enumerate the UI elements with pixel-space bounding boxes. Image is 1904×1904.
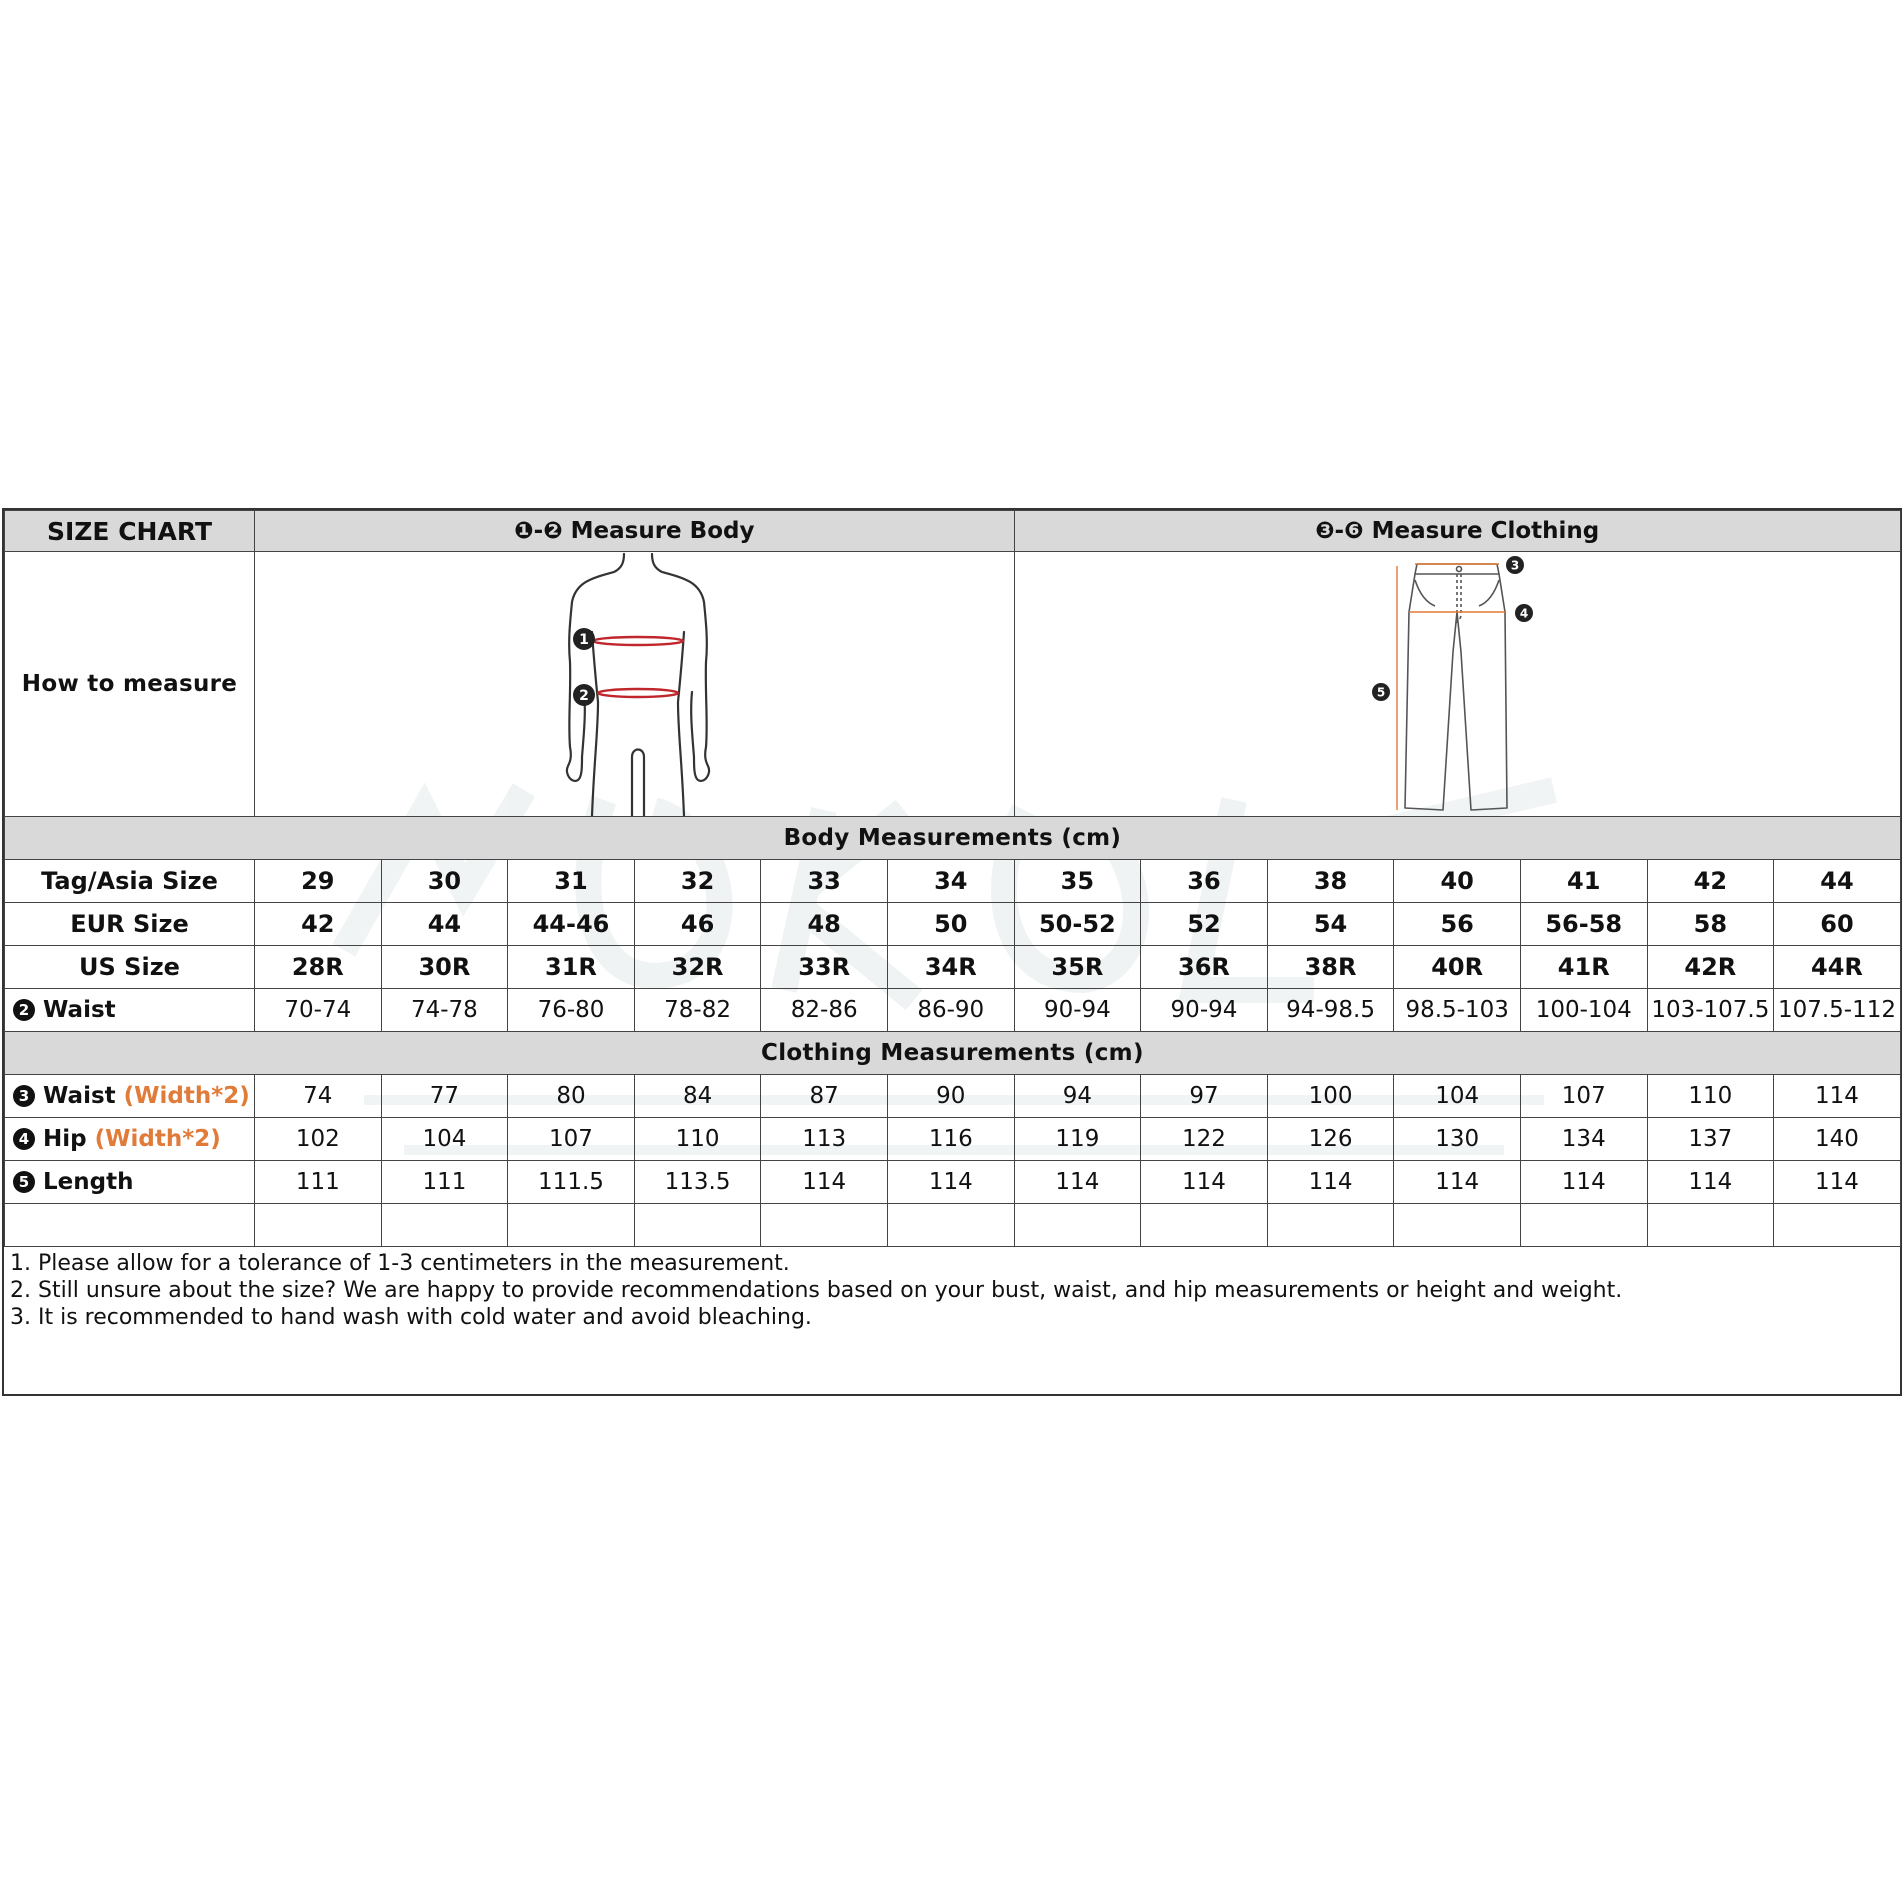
clothing-measurements-title: Clothing Measurements (cm) (5, 1032, 1901, 1075)
size-cell: 46 (634, 903, 761, 946)
empty-cell (1647, 1204, 1774, 1247)
pants-figure-illustration (1347, 552, 1567, 816)
measurement-cell: 82-86 (761, 989, 888, 1032)
measurement-label (5, 1075, 255, 1118)
empty-cell (1014, 1204, 1141, 1247)
empty-row-group (5, 1204, 1901, 1247)
size-cell: 41R (1520, 946, 1647, 989)
measurement-cell: 74 (255, 1075, 382, 1118)
size-row (5, 946, 1901, 989)
size-cell: 30R (381, 946, 508, 989)
size-cell: 36 (1141, 860, 1268, 903)
empty-cell (634, 1204, 761, 1247)
measurement-cell: 113 (761, 1118, 888, 1161)
measurement-cell: 78-82 (634, 989, 761, 1032)
measurement-cell: 114 (761, 1161, 888, 1204)
measurement-cell: 80 (508, 1075, 635, 1118)
measurement-cell: 87 (761, 1075, 888, 1118)
measurement-cell: 114 (1267, 1161, 1394, 1204)
measurement-name: Hip (43, 1126, 87, 1152)
body-measurements-title: Body Measurements (cm) (5, 817, 1901, 860)
measurement-cell: 104 (381, 1118, 508, 1161)
measurement-name: Waist (43, 1083, 116, 1109)
size-cell: 35 (1014, 860, 1141, 903)
size-cell: 50 (887, 903, 1014, 946)
size-cell: 31 (508, 860, 635, 903)
measurement-cell: 111 (381, 1161, 508, 1204)
size-cell: 30 (381, 860, 508, 903)
measurement-cell: 107 (508, 1118, 635, 1161)
size-cell: 33 (761, 860, 888, 903)
measurement-cell: 113.5 (634, 1161, 761, 1204)
how-to-measure-row (5, 552, 1901, 817)
size-rows (5, 860, 1901, 989)
measurement-cell: 100 (1267, 1075, 1394, 1118)
measurement-cell: 98.5-103 (1394, 989, 1521, 1032)
measurement-cell: 111.5 (508, 1161, 635, 1204)
size-row (5, 903, 1901, 946)
pants-marker-4 (1515, 604, 1533, 622)
measurement-cell: 114 (1141, 1161, 1268, 1204)
body-figure-illustration (474, 552, 794, 816)
pants-marker-3 (1506, 556, 1524, 574)
size-cell: 31R (508, 946, 635, 989)
size-cell: 32 (634, 860, 761, 903)
measurement-cell: 74-78 (381, 989, 508, 1032)
body-measurements-row (5, 817, 1901, 860)
size-cell: 40R (1394, 946, 1521, 989)
measurement-label (5, 1161, 255, 1204)
size-cell: 38R (1267, 946, 1394, 989)
measurement-cell: 86-90 (887, 989, 1014, 1032)
row-label: Tag/Asia Size (5, 860, 255, 903)
measure-clothing-header (1014, 511, 1900, 552)
measurement-cell: 90 (887, 1075, 1014, 1118)
size-cell: 50-52 (1014, 903, 1141, 946)
measurement-cell: 111 (255, 1161, 382, 1204)
empty-row (5, 1204, 1901, 1247)
measurement-cell: 114 (1394, 1161, 1521, 1204)
row-label: US Size (5, 946, 255, 989)
measurement-cell: 84 (634, 1075, 761, 1118)
size-cell: 32R (634, 946, 761, 989)
measurement-row (5, 1161, 1901, 1204)
measurement-cell: 77 (381, 1075, 508, 1118)
size-row (5, 860, 1901, 903)
pants-figure-cell (1014, 552, 1900, 817)
body-measurement-rows (5, 989, 1901, 1032)
size-cell: 41 (1520, 860, 1647, 903)
size-cell: 42R (1647, 946, 1774, 989)
size-cell: 54 (1267, 903, 1394, 946)
number-badge: 2 (13, 999, 35, 1021)
note-line: 3. It is recommended to hand wash with cold water and avoid bleaching. (10, 1305, 812, 1330)
row-label: EUR Size (5, 903, 255, 946)
body-marker-1 (573, 628, 595, 650)
measurement-cell: 119 (1014, 1118, 1141, 1161)
size-cell: 28R (255, 946, 382, 989)
size-cell: 34R (887, 946, 1014, 989)
measure-body-title: Measure Body (570, 518, 755, 544)
size-chart-title: SIZE CHART (5, 511, 255, 552)
body-figure-cell (255, 552, 1015, 817)
clothing-marks: ❸-❻ (1315, 518, 1364, 544)
size-cell: 44-46 (508, 903, 635, 946)
empty-cell (887, 1204, 1014, 1247)
size-cell: 60 (1774, 903, 1901, 946)
size-cell: 56 (1394, 903, 1521, 946)
body-marker-2 (573, 684, 595, 706)
size-cell: 38 (1267, 860, 1394, 903)
size-cell: 44 (1774, 860, 1901, 903)
number-badge: 5 (13, 1171, 35, 1193)
clothing-measurement-rows (5, 1075, 1901, 1204)
empty-cell (1774, 1204, 1901, 1247)
measurement-cell: 114 (1774, 1075, 1901, 1118)
how-to-measure-label: How to measure (5, 552, 255, 817)
measurement-cell: 140 (1774, 1118, 1901, 1161)
width-note: (Width*2) (123, 1083, 250, 1109)
empty-cell (1394, 1204, 1521, 1247)
measurement-cell: 103-107.5 (1647, 989, 1774, 1032)
note-line: 2. Still unsure about the size? We are happy to provide recommendations based on your bust, waist, and hip measurements or height and weight. (10, 1278, 1623, 1303)
measurement-cell: 114 (1014, 1161, 1141, 1204)
measurement-cell: 97 (1141, 1075, 1268, 1118)
measurement-row (5, 1118, 1901, 1161)
empty-cell (255, 1204, 382, 1247)
pants-marker-5 (1372, 683, 1390, 701)
size-cell: 34 (887, 860, 1014, 903)
measurement-cell: 110 (1647, 1075, 1774, 1118)
size-cell: 56-58 (1520, 903, 1647, 946)
measurement-cell: 90-94 (1141, 989, 1268, 1032)
svg-text:1: 1 (579, 632, 590, 648)
header-row (5, 511, 1901, 552)
measurement-cell: 116 (887, 1118, 1014, 1161)
size-cell: 29 (255, 860, 382, 903)
measurement-name: Waist (43, 997, 116, 1023)
size-cell: 44R (1774, 946, 1901, 989)
empty-cell (381, 1204, 508, 1247)
measurement-label (5, 989, 255, 1032)
notes (4, 1250, 1900, 1331)
measurement-cell: 107.5-112 (1774, 989, 1901, 1032)
measurement-cell: 114 (1520, 1161, 1647, 1204)
size-cell: 42 (255, 903, 382, 946)
measurement-cell: 114 (1774, 1161, 1901, 1204)
size-cell: 40 (1394, 860, 1521, 903)
measure-body-header (255, 511, 1015, 552)
measurement-cell: 137 (1647, 1118, 1774, 1161)
size-cell: 52 (1141, 903, 1268, 946)
svg-text:4: 4 (1520, 606, 1529, 621)
size-cell: 33R (761, 946, 888, 989)
measurement-cell: 90-94 (1014, 989, 1141, 1032)
svg-text:2: 2 (579, 688, 590, 704)
empty-cell (5, 1204, 255, 1247)
clothing-measurements-row (5, 1032, 1901, 1075)
measurement-cell: 134 (1520, 1118, 1647, 1161)
svg-text:5: 5 (1377, 685, 1386, 700)
note-line: 1. Please allow for a tolerance of 1-3 centimeters in the measurement. (10, 1251, 790, 1276)
number-badge: 4 (13, 1128, 35, 1150)
measurement-label (5, 1118, 255, 1161)
size-cell: 42 (1647, 860, 1774, 903)
measurement-cell: 94 (1014, 1075, 1141, 1118)
empty-cell (508, 1204, 635, 1247)
measurement-cell: 126 (1267, 1118, 1394, 1161)
measurement-cell: 114 (887, 1161, 1014, 1204)
size-cell: 48 (761, 903, 888, 946)
measurement-name: Length (43, 1169, 134, 1195)
measurement-cell: 100-104 (1520, 989, 1647, 1032)
size-cell: 36R (1141, 946, 1268, 989)
measurement-cell: 70-74 (255, 989, 382, 1032)
measurement-cell: 110 (634, 1118, 761, 1161)
measurement-cell: 104 (1394, 1075, 1521, 1118)
size-cell: 58 (1647, 903, 1774, 946)
measurement-cell: 130 (1394, 1118, 1521, 1161)
size-chart (2, 508, 1902, 1396)
svg-text:3: 3 (1511, 558, 1520, 573)
empty-cell (1141, 1204, 1268, 1247)
measurement-cell: 76-80 (508, 989, 635, 1032)
measurement-cell: 94-98.5 (1267, 989, 1394, 1032)
number-badge: 3 (13, 1085, 35, 1107)
measurement-cell: 107 (1520, 1075, 1647, 1118)
measurement-cell: 102 (255, 1118, 382, 1161)
size-cell: 35R (1014, 946, 1141, 989)
measurement-cell: 114 (1647, 1161, 1774, 1204)
empty-cell (761, 1204, 888, 1247)
empty-cell (1520, 1204, 1647, 1247)
size-table (4, 510, 1901, 1247)
measure-clothing-title: Measure Clothing (1371, 518, 1600, 544)
empty-cell (1267, 1204, 1394, 1247)
size-cell: 44 (381, 903, 508, 946)
width-note: (Width*2) (94, 1126, 221, 1152)
measurement-cell: 122 (1141, 1118, 1268, 1161)
measurement-row (5, 1075, 1901, 1118)
measurement-row (5, 989, 1901, 1032)
body-marks: ❶-❷ (514, 518, 563, 544)
